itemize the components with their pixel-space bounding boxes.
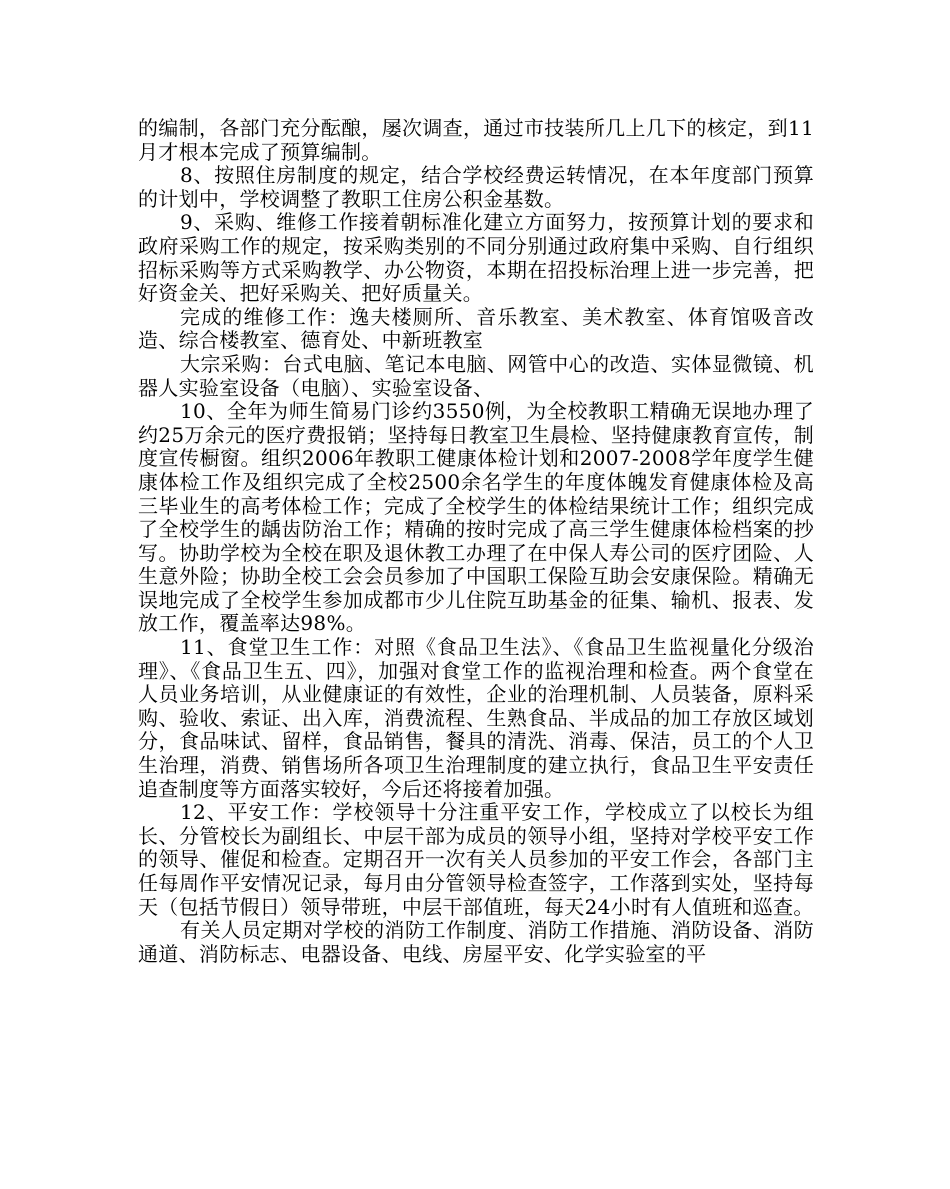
paragraph-fire-safety: 有关人员定期对学校的消防工作制度、消防工作措施、消防设备、消防通道、消防标志、电器设备、电线、房屋平安、化学实验室的平 — [138, 918, 814, 966]
paragraph-procurement: 9、采购、维修工作接着朝标准化建立方面努力，按预算计划的要求和政府采购工作的规定，按采购类别的不同分别通过政府集中采购、自行组织招标采购等方式采购教学、办公物资，本期在招投标治理上进一步完善，把好资金关、把好采购关、把好质量关。 — [138, 210, 814, 306]
document-page — [138, 117, 814, 966]
paragraph-repair-work: 完成的维修工作：逸夫楼厕所、音乐教室、美术教室、体育馆吸音改造、综合楼教室、德育处、中新班教室 — [138, 304, 814, 353]
paragraph-bulk-purchase: 大宗采购：台式电脑、笔记本电脑、网管中心的改造、实体显微镜、机器人实验室设备（电脑）、实验室设备、 — [138, 351, 814, 400]
paragraph-budget-continuation: 的编制，各部门充分酝酿，屡次调查，通过市技装所几上几下的核定，到11月才根本完成了预算编制。 — [138, 116, 814, 164]
paragraph-canteen-hygiene: 11、食堂卫生工作：对照《食品卫生法》、《食品卫生监视量化分级治理》、《食品卫生五、四》，加强对食堂工作的监视治理和检查。两个食堂在人员业务培训，从业健康证的有效性，企业的治理机制、人员装备，原料采购、验收、索证、出入库，消费流程、生熟食品、半成品的加工存放区域划分，食品味试、留样，食品销售，餐具的清洗、消毒、保洁，员工的个人卫生治理，消费、销售场所各项卫生治理制度的建立执行，食品卫生平安责任追查制度等方面落实较好，今后还将接着加强。 — [138, 635, 814, 801]
paragraph-housing-fund: 8、按照住房制度的规定，结合学校经费运转情况，在本年度部门预算的计划中，学校调整了教职工住房公积金基数。 — [138, 163, 814, 211]
paragraph-medical: 10、全年为师生简易门诊约3550例，为全校教职工精确无误地办理了约25万余元的医疗费报销；坚持每日教室卫生晨检、坚持健康教育宣传，制度宣传橱窗。组织2006年教职工健康体检计划和2007-2008学年度学生健康体检工作及组织完成了全校2500余名学生的年度体魄发育健康体检及高三毕业生的高考体检工作；完成了全校学生的体检结果统计工作；组织完成了全校学生的龋齿防治工作；精确的按时完成了高三学生健康体检档案的抄写。协助学校为全校在职及退休教工办理了在中保人寿公司的医疗团险、人生意外险；协助全校工会会员参加了中国职工保险互助会安康保险。精确无误地完成了全校学生参加成都市少儿住院互助基金的征集、输机、报表、发放工作，覆盖率达98%。 — [138, 399, 814, 636]
paragraph-safety: 12、平安工作：学校领导十分注重平安工作，学校成立了以校长为组长、分管校长为副组长、中层干部为成员的领导小组，坚持对学校平安工作的领导、催促和检查。定期召开一次有关人员参加的平安工作会，各部门主任每周作平安情况记录，每月由分管领导检查签字，工作落到实处，坚持每天（包括节假日）领导带班，中层干部值班，每天24小时有人值班和巡查。 — [138, 800, 814, 919]
